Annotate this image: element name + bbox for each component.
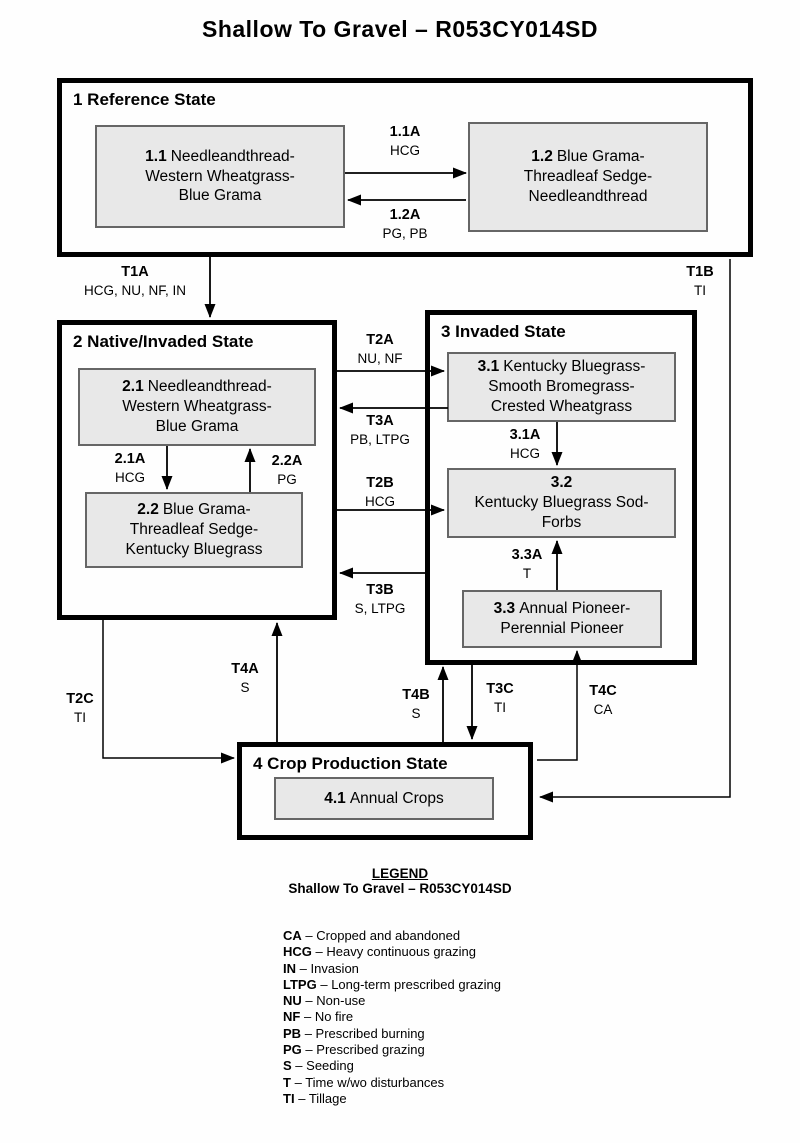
legend-dash: –	[305, 993, 313, 1009]
pathway-code: 3.1A	[509, 427, 541, 443]
legend-desc: Prescribed burning	[315, 1025, 425, 1041]
pathway-drivers: T	[522, 566, 532, 582]
legend-entry	[283, 961, 501, 977]
transition-T1B-label	[660, 263, 740, 300]
legend	[0, 866, 800, 1106]
pathway-drivers: PG	[277, 472, 297, 488]
community-box-4-1	[274, 777, 494, 820]
transition-T2C-label	[50, 690, 110, 727]
diagram-title: Shallow To Gravel – R053CY014SD	[201, 16, 598, 42]
pathway-1-1A-label	[355, 123, 455, 160]
community-text-4-1	[324, 789, 443, 809]
transition-drivers: NU, NF	[357, 351, 403, 367]
community-name: Kentucky Bluegrass-Smooth Bromegrass-Crested Wheatgrass	[488, 358, 646, 415]
legend-entry	[283, 1042, 501, 1058]
pathway-2-1A-label	[95, 450, 165, 487]
legend-entries	[283, 922, 501, 1107]
transition-T3A-label	[335, 412, 425, 449]
transition-drivers: S	[240, 680, 250, 696]
transition-code: T2C	[66, 691, 94, 707]
legend-dash: –	[305, 1042, 313, 1058]
transition-T4B-label	[386, 686, 446, 723]
legend-entry	[283, 1075, 501, 1091]
legend-desc: Seeding	[306, 1058, 354, 1074]
community-text-2-2	[107, 500, 282, 559]
legend-dash: –	[298, 1090, 306, 1106]
community-name: Blue Grama-Threadleaf Sedge-Kentucky Bluegrass	[125, 501, 263, 558]
legend-abbr: CA	[283, 928, 302, 943]
legend-dash: –	[299, 960, 307, 976]
legend-abbr: HCG	[283, 944, 312, 960]
legend-dash: –	[303, 1009, 312, 1025]
transition-drivers: CA	[593, 702, 613, 718]
legend-entry	[283, 928, 501, 944]
community-number: 1.1	[145, 147, 167, 165]
legend-desc: Long-term prescribed grazing	[331, 976, 501, 992]
legend-entry	[283, 1009, 501, 1025]
community-text-3-3	[477, 599, 647, 639]
community-number: 4.1	[324, 789, 346, 807]
legend-abbr: T	[283, 1074, 291, 1090]
legend-desc: Heavy continuous grazing	[326, 944, 476, 960]
transition-drivers: S	[411, 706, 421, 722]
community-name: Annual Crops	[349, 789, 444, 807]
community-text-3-2	[467, 473, 657, 532]
transition-drivers: S, LTPG	[354, 601, 406, 617]
community-name: Kentucky Bluegrass Sod-Forbs	[474, 494, 649, 531]
transition-T4C-label	[572, 682, 634, 719]
legend-dash: –	[304, 1025, 312, 1041]
legend-abbr: LTPG	[283, 976, 317, 992]
transition-code: T2A	[366, 332, 394, 348]
legend-entry	[283, 993, 501, 1009]
pathway-code: 2.2A	[271, 453, 303, 469]
community-box-3-1	[447, 352, 676, 422]
legend-abbr: IN	[283, 960, 296, 976]
transition-code: T3C	[486, 681, 514, 697]
legend-subheading: Shallow To Gravel – R053CY014SD	[288, 881, 512, 896]
legend-dash: –	[305, 928, 313, 943]
community-number: 2.2	[137, 501, 159, 519]
pathway-drivers: HCG	[510, 446, 540, 462]
community-box-2-1	[78, 368, 316, 446]
legend-abbr: NF	[283, 1009, 301, 1025]
legend-entry	[283, 1026, 501, 1042]
pathway-1-2A-label	[355, 206, 455, 243]
pathway-2-2A-label	[252, 452, 322, 489]
community-box-2-2	[85, 492, 303, 568]
transition-code: T1B	[686, 264, 714, 280]
community-name: Needleandthread-Western Wheatgrass-Blue Grama	[145, 147, 295, 205]
state-label-invaded: 3 Invaded State	[441, 322, 566, 341]
legend-abbr: NU	[283, 993, 302, 1009]
legend-dash: –	[294, 1074, 302, 1090]
community-number: 3.3	[493, 600, 516, 618]
community-text-3-1	[467, 357, 657, 416]
legend-desc: Tillage	[308, 1090, 347, 1106]
pathway-3-3A-label	[492, 546, 562, 583]
pathway-drivers: PG, PB	[382, 226, 428, 242]
community-box-3-2	[447, 468, 676, 538]
pathway-code: 1.2A	[389, 207, 421, 223]
community-number: 3.1	[477, 358, 500, 376]
legend-desc: Prescribed grazing	[316, 1042, 425, 1058]
transition-T1A-label	[60, 263, 210, 300]
transition-T2B-label	[340, 474, 420, 511]
legend-abbr: PG	[283, 1042, 302, 1058]
community-text-1-1	[133, 147, 308, 206]
legend-entry	[283, 1058, 501, 1074]
transition-drivers: TI	[694, 283, 706, 299]
community-name: Blue Grama-Threadleaf Sedge-Needleandthread	[523, 148, 653, 205]
community-name: Needleandthread-Western Wheatgrass-Blue Grama	[122, 378, 272, 435]
pathway-drivers: HCG	[115, 470, 145, 486]
pathway-code: 2.1A	[114, 451, 146, 467]
community-number: 3.2	[550, 474, 573, 492]
community-text-2-1	[110, 377, 285, 436]
transition-T4A-label	[215, 660, 275, 697]
pathway-code: 1.1A	[389, 124, 421, 140]
legend-entry	[283, 944, 501, 960]
transition-T4C-arrow	[537, 651, 577, 760]
legend-desc: Invasion	[310, 960, 359, 976]
transition-drivers: HCG	[365, 494, 395, 510]
state-label-crop-production: 4 Crop Production State	[253, 754, 448, 773]
pathway-drivers: HCG	[390, 143, 420, 159]
legend-entry	[283, 1091, 501, 1107]
community-number: 1.2	[531, 148, 553, 166]
transition-T2A-label	[340, 331, 420, 368]
transition-drivers: TI	[494, 700, 506, 716]
legend-abbr: S	[283, 1058, 292, 1074]
legend-entry	[283, 977, 501, 993]
pathway-3-1A-label	[490, 426, 560, 463]
community-text-1-2	[506, 147, 671, 206]
transition-code: T4C	[589, 683, 617, 699]
transition-T3B-label	[335, 581, 425, 618]
legend-abbr: PB	[283, 1025, 302, 1041]
transition-code: T4A	[231, 661, 259, 677]
transition-drivers: HCG, NU, NF, IN	[83, 283, 186, 299]
community-box-1-2	[468, 122, 708, 232]
pathway-code: 3.3A	[511, 547, 543, 563]
legend-heading: LEGEND	[371, 866, 429, 881]
state-label-reference: 1 Reference State	[73, 90, 216, 109]
legend-dash: –	[320, 976, 328, 992]
state-label-native-invaded: 2 Native/Invaded State	[73, 332, 254, 351]
transition-drivers: PB, LTPG	[350, 432, 410, 448]
transition-code: T3A	[366, 413, 394, 429]
legend-abbr: TI	[283, 1090, 295, 1106]
legend-desc: Time w/wo disturbances	[305, 1074, 445, 1090]
transition-drivers: TI	[74, 710, 86, 726]
community-box-1-1	[95, 125, 345, 228]
transition-code: T3B	[366, 582, 394, 598]
community-box-3-3	[462, 590, 662, 648]
transition-code: T2B	[366, 475, 394, 491]
legend-desc: No fire	[314, 1009, 354, 1025]
legend-dash: –	[295, 1058, 303, 1074]
legend-desc: Cropped and abandoned	[316, 928, 461, 943]
community-number: 2.1	[122, 378, 144, 396]
community-name: Annual Pioneer-Perennial Pioneer	[500, 600, 631, 637]
legend-dash: –	[315, 944, 323, 960]
transition-code: T1A	[121, 264, 149, 280]
legend-desc: Non-use	[316, 993, 366, 1009]
transition-code: T4B	[402, 687, 430, 703]
transition-T3C-label	[470, 680, 530, 717]
